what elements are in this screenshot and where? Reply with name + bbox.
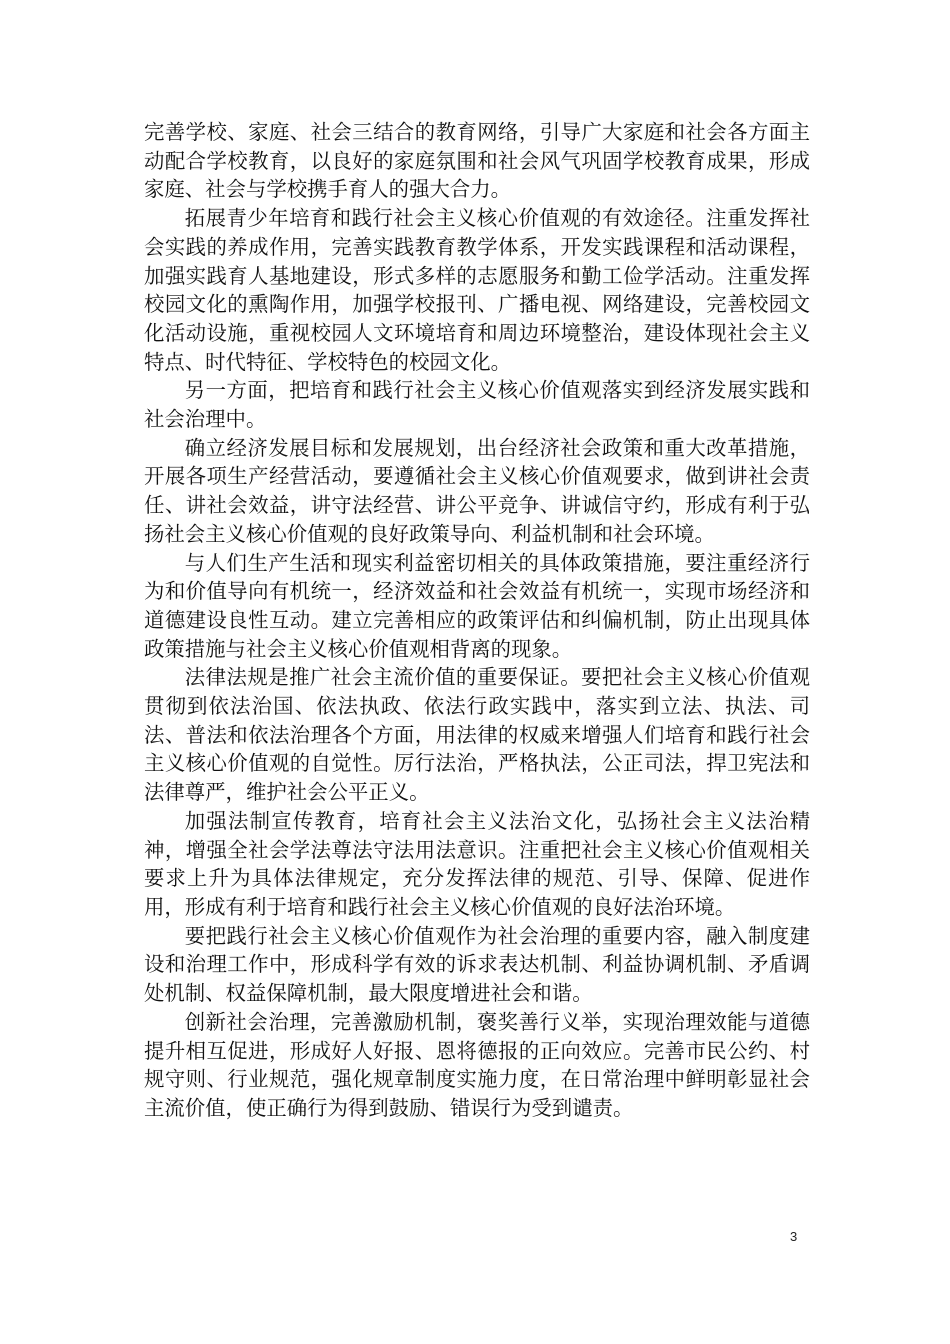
page-number: 3 xyxy=(790,1229,798,1244)
paragraph: 要把践行社会主义核心价值观作为社会治理的重要内容，融入制度建设和治理工作中，形成科学有效的诉求表达机制、利益协调机制、矛盾调处机制、权益保障机制，最大限度增进社会和谐。 xyxy=(144,923,810,1006)
paragraph: 另一方面，把培育和践行社会主义核心价值观落实到经济发展实践和社会治理中。 xyxy=(144,378,810,432)
paragraph: 加强法制宣传教育，培育社会主义法治文化，弘扬社会主义法治精神，增强全社会学法尊法守法用法意识。注重把社会主义核心价值观相关要求上升为具体法律规定，充分发挥法律的规范、引导、保障、促进作用，形成有利于培育和践行社会主义核心价值观的良好法治环境。 xyxy=(144,808,810,919)
paragraph: 法律法规是推广社会主流价值的重要保证。要把社会主义核心价值观贯彻到依法治国、依法执政、依法行政实践中，落实到立法、执法、司法、普法和依法治理各个方面，用法律的权威来增强人们培育和践行社会主义核心价值观的自觉性。厉行法治，严格执法，公正司法，捍卫宪法和法律尊严，维护社会公平正义。 xyxy=(144,665,810,805)
document-body xyxy=(144,118,810,1123)
paragraph: 完善学校、家庭、社会三结合的教育网络，引导广大家庭和社会各方面主动配合学校教育，以良好的家庭氛围和社会风气巩固学校教育成果，形成家庭、社会与学校携手育人的强大合力。 xyxy=(144,120,810,202)
paragraph: 确立经济发展目标和发展规划，出台经济社会政策和重大改革措施，开展各项生产经营活动，要遵循社会主义核心价值观要求，做到讲社会责任、讲社会效益，讲守法经营、讲公平竞争、讲诚信守约，形成有利于弘扬社会主义核心价值观的良好政策导向、利益机制和社会环境。 xyxy=(144,435,810,546)
paragraph: 拓展青少年培育和践行社会主义核心价值观的有效途径。注重发挥社会实践的养成作用，完善实践教育教学体系，开发实践课程和活动课程，加强实践育人基地建设，形式多样的志愿服务和勤工俭学活动。注重发挥校园文化的熏陶作用，加强学校报刊、广播电视、网络建设，完善校园文化活动设施，重视校园人文环境培育和周边环境整治，建设体现社会主义特点、时代特征、学校特色的校园文化。 xyxy=(144,206,810,374)
paragraph: 创新社会治理，完善激励机制，褒奖善行义举，实现治理效能与道德提升相互促进，形成好人好报、恩将德报的正向效应。完善市民公约、村规守则、行业规范，强化规章制度实施力度，在日常治理中鲜明彰显社会主流价值，使正确行为得到鼓励、错误行为受到谴责。 xyxy=(144,1009,810,1120)
paragraph: 与人们生产生活和现实利益密切相关的具体政策措施，要注重经济行为和价值导向有机统一，经济效益和社会效益有机统一，实现市场经济和道德建设良性互动。建立完善相应的政策评估和纠偏机制，防止出现具体政策措施与社会主义核心价值观相背离的现象。 xyxy=(144,550,810,661)
